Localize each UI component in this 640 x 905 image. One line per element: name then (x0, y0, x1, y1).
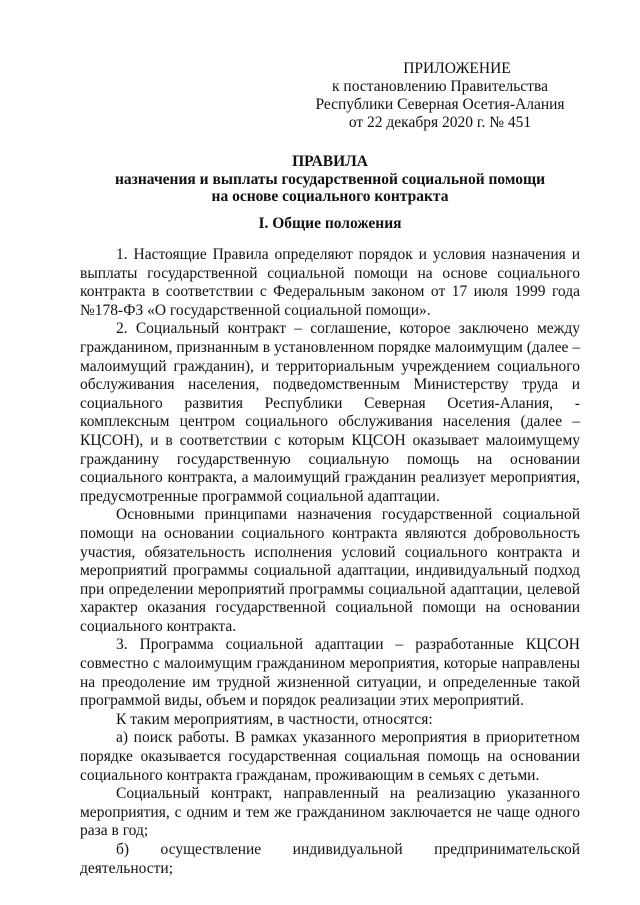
document-subtitle-line-2: на основе социального контракта (211, 188, 449, 205)
appendix-line-decree: к постановлению Правительства (332, 78, 548, 95)
document-title-block (100, 153, 560, 206)
paragraph-principles: Основными принципами назначения государственной социальной помощи на основании социального контракта являются добровольность участия, обязательность исполнения условий социального контракта и мероприятий программы социальной адаптации, индивидуальный подход при определении мероприятий программы социальной адаптации, целевой характер оказания государственной социальной помощи на основании социального контракта. (80, 506, 580, 635)
section-heading: I. Общие положения (258, 215, 402, 232)
appendix-block (300, 60, 580, 132)
appendix-heading: ПРИЛОЖЕНИЕ (403, 60, 511, 77)
paragraph-1: 1. Настоящие Правила определяют порядок и условия назначения и выплаты государственной социальной помощи на основе социального контракта в соответствии с Федеральным законом от 17 июля 1999 года №178-ФЗ «О государственной социальной помощи». (80, 246, 580, 319)
paragraph-2: 2. Социальный контракт – соглашение, которое заключено между гражданином, признанным в установленном порядке малоимущим (далее – малоимущий гражданин), и территориальным учреждением социального обслуживания населения, подведомственным Министерству труда и социального развития Республики Северная Осетия-Алания, - комплексным центром социального обслуживания населения (далее – КЦСОН), и в соответствии с которым КЦСОН оказывает малоимущему гражданину государственную социальную помощь на основании социального контракта, а малоимущий гражданин реализует мероприятия, предусмотренные программой социальной адаптации. (80, 320, 580, 505)
document-subtitle-line-1: назначения и выплаты государственной социальной помощи (114, 170, 546, 188)
appendix-line-date: от 22 декабря 2020 г. № 451 (348, 114, 532, 131)
paragraph-contract-frequency: Социальный контракт, направленный на реализацию указанного мероприятия, с одним и тем же гражданином заключается не чаще одного раза в год; (80, 785, 580, 840)
appendix-line-republic: Республики Северная Осетия-Алания (315, 96, 565, 113)
paragraph-item-b: б) осуществление индивидуальной предпринимательской деятельности; (80, 841, 580, 877)
document-title: ПРАВИЛА (292, 153, 368, 170)
paragraph-measures-intro: К таким мероприятиям, в частности, относятся: (116, 710, 433, 728)
paragraph-item-a: а) поиск работы. В рамках указанного мероприятия в приоритетном порядке оказывается государственная социальная помощь на основании социального контракта гражданам, проживающим в семьях с детьми. (80, 729, 580, 784)
document-body (80, 246, 580, 878)
paragraph-3: 3. Программа социальной адаптации – разработанные КЦСОН совместно с малоимущим гражданином мероприятия, которые направлены на преодоление им трудной жизненной ситуации, и определенные такой программой виды, объем и порядок реализации этих мероприятий. (80, 636, 580, 710)
